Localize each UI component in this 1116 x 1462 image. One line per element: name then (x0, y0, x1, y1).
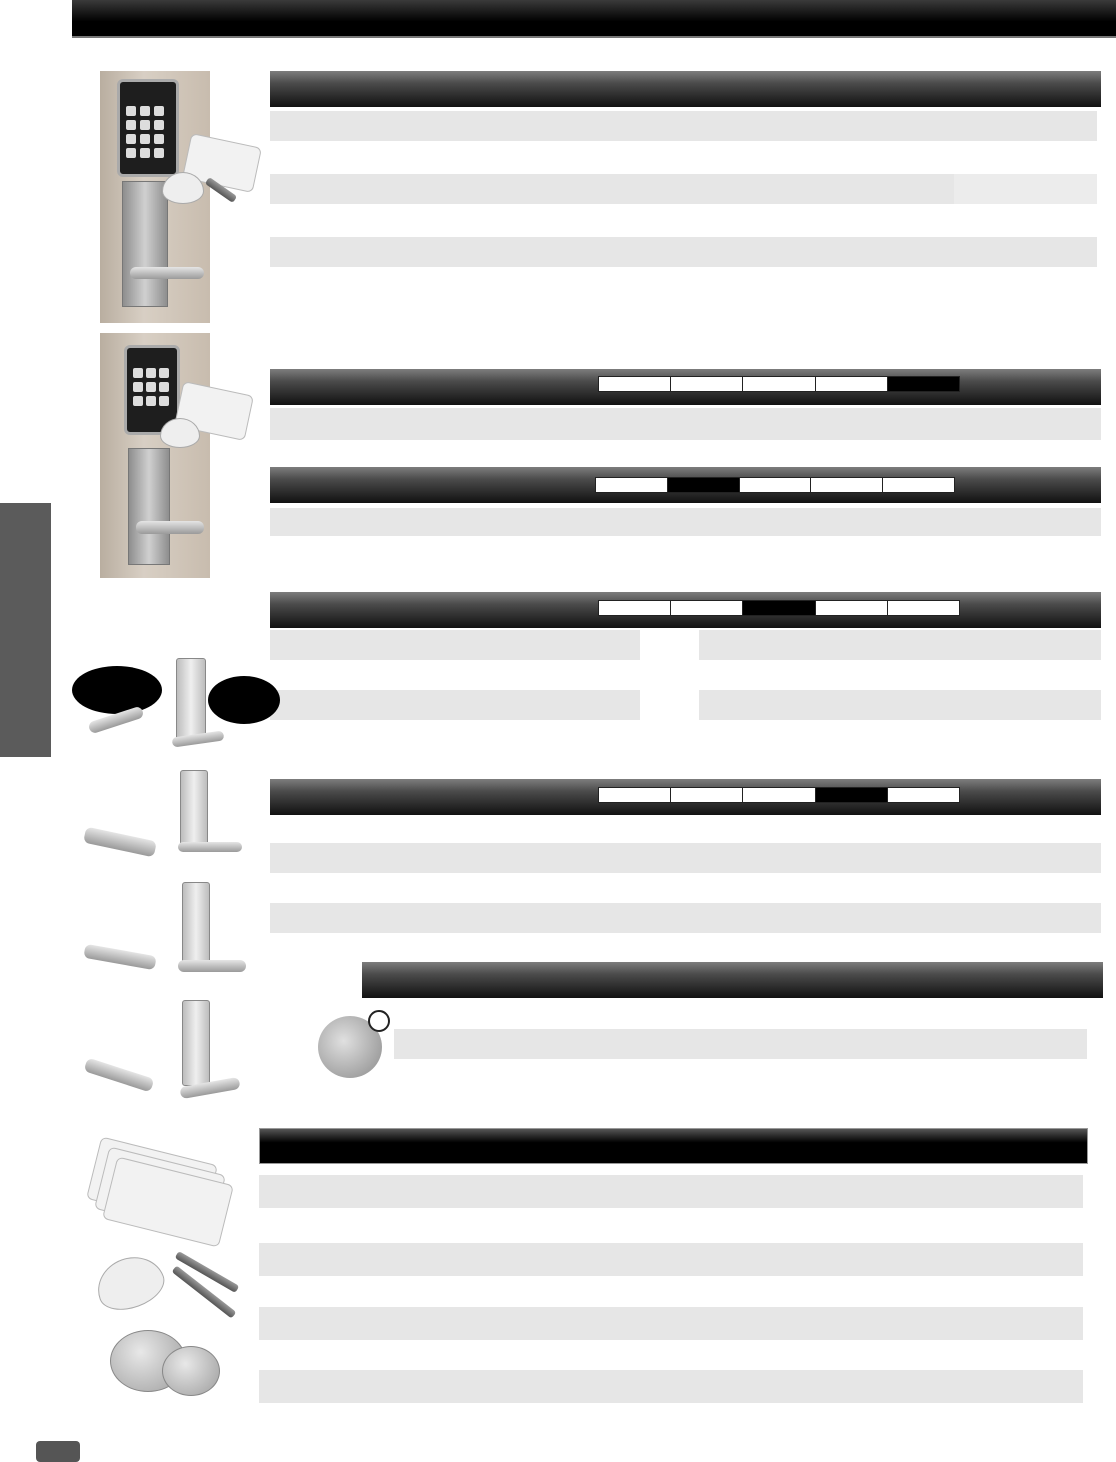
option-cell[interactable] (596, 478, 668, 492)
option-cell[interactable] (599, 788, 671, 802)
spec-row (699, 630, 1101, 660)
lever-handle-icon (130, 267, 204, 279)
option-cell[interactable] (743, 377, 815, 391)
option-cell-selected[interactable] (743, 601, 815, 615)
escutcheon-plate-icon (182, 882, 210, 964)
spec-row (270, 508, 1101, 536)
option-cell[interactable] (599, 377, 671, 391)
spec-row (699, 690, 1101, 720)
keypad-lock-icon (117, 79, 179, 177)
option-selector-2[interactable] (595, 477, 955, 493)
escutcheon-plate-icon (180, 770, 208, 850)
option-cell[interactable] (883, 478, 954, 492)
key-fob-icon (89, 1248, 170, 1318)
option-cell-selected[interactable] (668, 478, 740, 492)
lever-handle-icon (83, 827, 157, 858)
option-cell-selected[interactable] (816, 788, 888, 802)
lever-handle-icon (178, 960, 246, 972)
escutcheon-plate-icon (176, 658, 206, 742)
lever-handle-icon (84, 1058, 155, 1093)
escutcheon-plate-icon (182, 1000, 210, 1086)
spec-row (270, 630, 640, 660)
spec-row (270, 237, 1097, 267)
spec-row (954, 174, 1097, 204)
option-selector-4[interactable] (598, 787, 960, 803)
plus-icon (368, 1010, 390, 1032)
option-cell[interactable] (671, 377, 743, 391)
option-cell-selected[interactable] (888, 377, 959, 391)
spec-row (259, 1243, 1083, 1276)
mortise-lock-photo (100, 333, 210, 578)
key-tag-icon (162, 1346, 220, 1396)
key-fob-icon (162, 172, 204, 204)
lock-escutcheon (122, 181, 168, 307)
option-cell[interactable] (743, 788, 815, 802)
section-header-1 (270, 71, 1101, 107)
key-fob-icon (160, 418, 200, 448)
lever-handle-icon (178, 842, 242, 852)
option-cell[interactable] (671, 788, 743, 802)
option-cell[interactable] (816, 377, 888, 391)
option-selector-3[interactable] (598, 600, 960, 616)
section-side-tab (0, 503, 51, 757)
spec-row (259, 1307, 1083, 1340)
spec-row (259, 1370, 1083, 1403)
option-cell[interactable] (740, 478, 812, 492)
page-header-bar (72, 0, 1116, 38)
trim-badge (72, 666, 162, 714)
spec-row (270, 174, 954, 204)
option-cell[interactable] (811, 478, 883, 492)
option-cell[interactable] (671, 601, 743, 615)
credentials-header (259, 1128, 1088, 1164)
spec-row (259, 1175, 1083, 1208)
section-header-6 (362, 962, 1103, 998)
trim-badge (208, 676, 280, 724)
spec-row (394, 1029, 1087, 1059)
option-selector-1[interactable] (598, 376, 960, 392)
page-number-tab (36, 1441, 80, 1462)
lever-handle-icon (136, 521, 204, 534)
spec-row (270, 408, 1101, 440)
option-cell[interactable] (888, 601, 959, 615)
spec-row (270, 111, 1097, 141)
lever-handle-icon (83, 944, 156, 970)
option-cell[interactable] (816, 601, 888, 615)
spec-row (270, 690, 640, 720)
option-cell[interactable] (888, 788, 959, 802)
spec-row (270, 843, 1101, 873)
spec-row (270, 903, 1101, 933)
mortise-lock-cylinder-icon (128, 448, 170, 565)
option-cell[interactable] (599, 601, 671, 615)
